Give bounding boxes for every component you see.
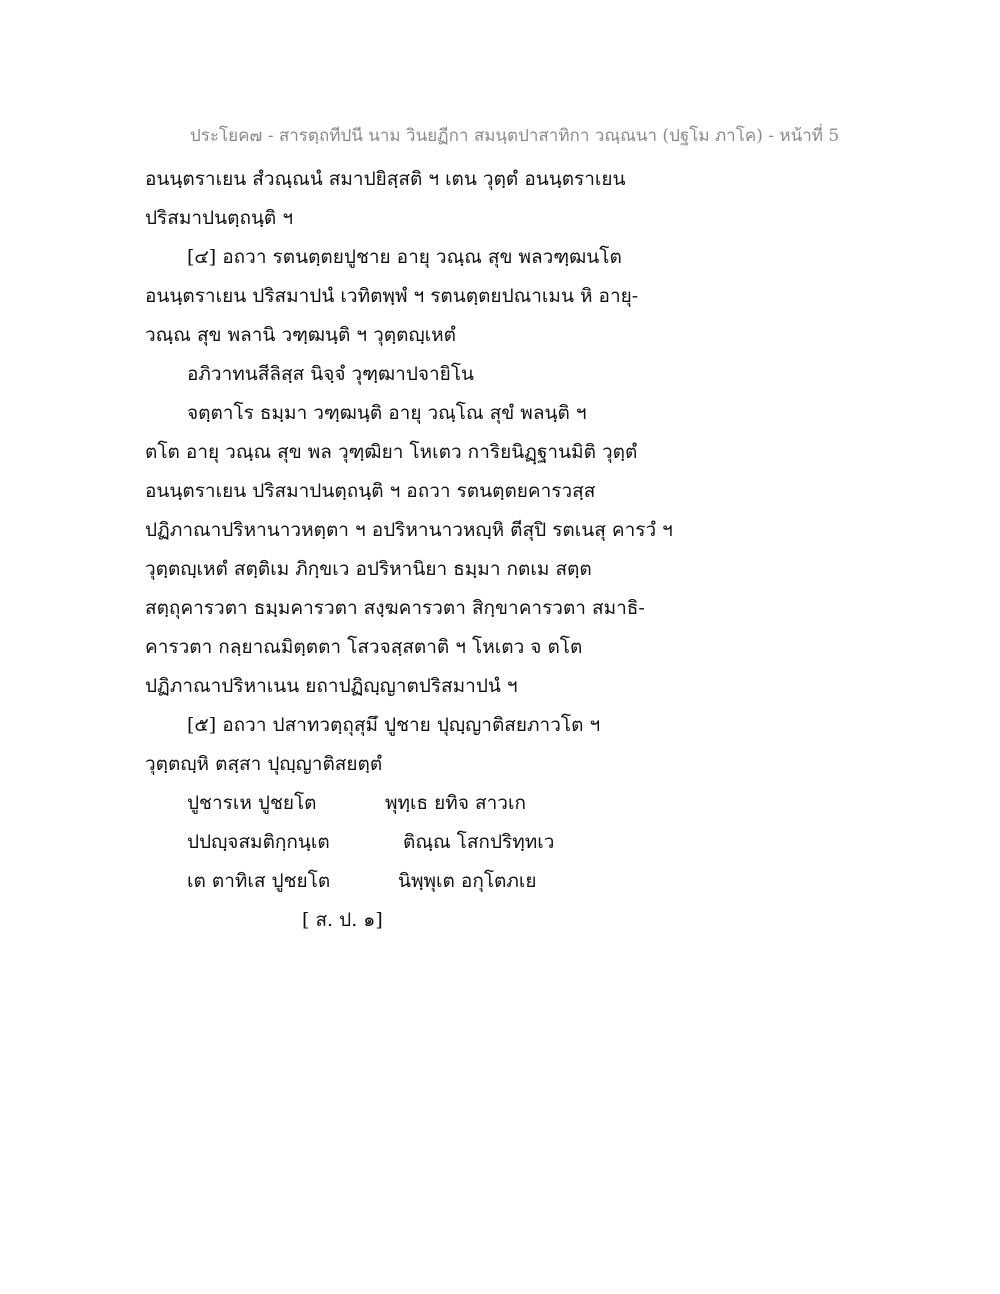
verse-first-half: ปปญฺจสมติกฺกนฺเต [187,831,330,853]
verse-second-half: ติณฺณ โสกปริทฺทเว [403,831,555,853]
verse-first-half: ปูชารเห ปูชยโต [187,792,317,814]
text-line: วณฺณ สุข พลานิ วฑฺฒนฺติ ฯ วุตฺตญฺเหตํ [145,324,457,346]
paragraph-4-start: [๔] อถวา รตนตฺตยปูชาย อายุ วณฺณ สุข พลวฑฺฒนโต [187,246,622,268]
text-line: อนนฺตราเยน ปริสมาปนํ เวทิตพฺพํ ฯ รตนตฺตยปณาเมน หิ อายุ- [145,285,639,307]
verse-row [145,784,865,823]
text-line: วุตฺตญฺหิ ตสฺสา ปุญฺญาติสยตฺตํ [145,753,383,775]
text-line: อนนฺตราเยน สํวณฺณนํ สมาปยิสฺสติ ฯ เตน วุตฺตํ อนนฺตราเยน [145,168,626,190]
verse-first-half: เต ตาทิเส ปูชยโต [187,870,331,892]
quoted-verse-line: อภิวาทนสีลิสฺส นิจฺจํ วุฑฺฒาปจายิโน [187,363,475,385]
source-reference: [ ส. ป. ๑] [302,909,383,931]
verse-row [145,862,865,901]
text-line: ปฏิภาณาปริหานาวหตฺตา ฯ อปริหานาวหญฺหิ ตีสุปิ รตเนสุ คารวํ ฯ [145,519,673,541]
verse-second-half: พุทฺเธ ยทิจ สาวเก [385,792,526,814]
text-line: ตโต อายุ วณฺณ สุข พล วุฑฺฒิยา โหเตว การิยนิฏฺฐานมิติ วุตฺตํ [145,441,638,463]
text-line: สตฺถุคารวตา ธมฺมคารวตา สงฺฆคารวตา สิกฺขาคารวตา สมาธิ- [145,597,645,619]
running-header: ประโยค๗ - สารตฺถทีปนี นาม วินยฏีกา สมนฺตปาสาทิกา วณฺณนา (ปฐโม ภาโค) - หน้าที่ 5 [190,126,840,146]
paragraph-5-start: [๕] อถวา ปสาทวตฺถุสุมึ ปูชาย ปุญฺญาติสยภาวโต ฯ [187,714,601,736]
text-line: ปริสมาปนตฺถนฺติ ฯ [145,207,293,229]
text-line: วุตฺตญฺเหตํ สตฺติเม ภิกฺขเว อปริหานิยา ธมฺมา กตเม สตฺต [145,558,592,580]
verse-second-half: นิพฺพุเต อกุโตภเย [398,870,537,892]
quoted-verse-line: จตฺตาโร ธมฺมา วฑฺฒนฺติ อายุ วณฺโณ สุขํ พลนฺติ ฯ [187,402,587,424]
text-line: ปฏิภาณาปริหาเนน ยถาปฏิญฺญาตปริสมาปนํ ฯ [145,675,518,697]
body-text [145,160,865,940]
verse-row [145,823,865,862]
text-line: คารวตา กลฺยาณมิตฺตตา โสวจสฺสตาติ ฯ โหเตว จ ตโต [145,636,583,658]
text-line: อนนฺตราเยน ปริสมาปนตฺถนฺติ ฯ อถวา รตนตฺตยคารวสฺส [145,480,596,502]
